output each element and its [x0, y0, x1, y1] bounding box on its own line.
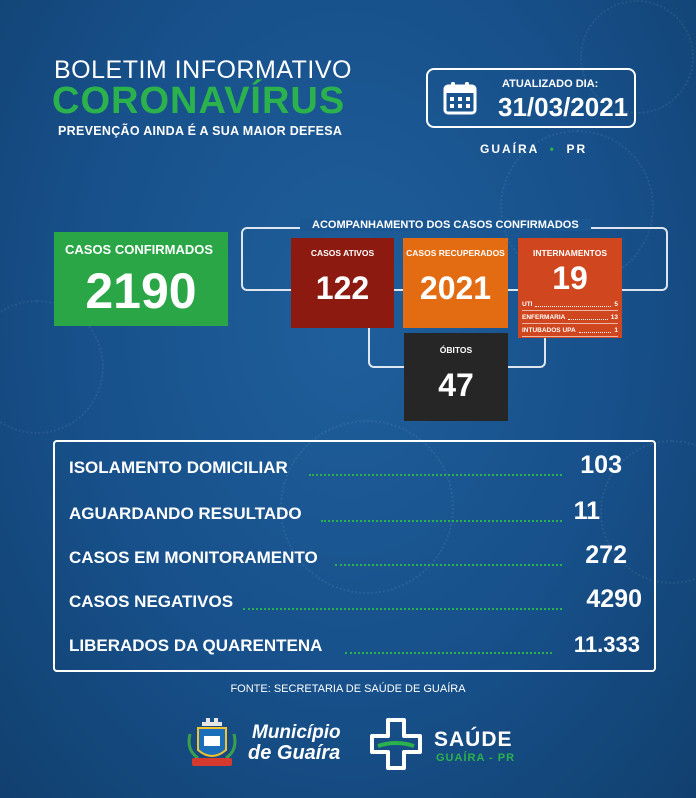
state-name: PR	[566, 142, 588, 156]
row-name: UTI	[522, 300, 533, 308]
separator-dot: •	[544, 142, 562, 156]
deaths-value: 47	[438, 367, 474, 403]
stat-label: LIBERADOS DA QUARENTENA	[69, 636, 323, 655]
confirmed-cases-value: 2190	[85, 263, 197, 319]
dot-leader	[568, 314, 607, 320]
stat-value: 11.333	[573, 632, 640, 657]
deaths-card	[404, 333, 508, 421]
municipio-logo-line1: Município	[252, 722, 341, 743]
row-name: INTUBADOS UPA	[522, 326, 576, 334]
dot-leader	[535, 301, 611, 307]
active-cases-value: 122	[315, 270, 370, 306]
stat-label: AGUARDANDO RESULTADO	[69, 504, 302, 523]
stat-value: 4290	[586, 585, 642, 613]
health-cross-icon	[368, 716, 424, 772]
row-value: 1	[614, 326, 618, 334]
stat-row-monitoramento	[69, 542, 642, 572]
stat-row-negativos	[69, 586, 642, 616]
update-label: ATUALIZADO DIA:	[502, 78, 599, 90]
stats-panel	[53, 440, 656, 672]
bulletin-title: BOLETIM INFORMATIVO	[54, 56, 352, 84]
prevention-subtitle: PREVENÇÃO AINDA É A SUA MAIOR DEFESA	[58, 124, 343, 138]
dot-leader	[309, 474, 562, 476]
update-date: 31/03/2021	[498, 92, 629, 122]
dot-leader	[579, 327, 612, 333]
stat-value: 11	[573, 497, 600, 525]
row-value: 5	[614, 300, 618, 308]
confirmed-cases-box	[54, 232, 228, 326]
city-label	[480, 142, 587, 156]
stat-value: 272	[585, 541, 627, 569]
stat-row-isolamento	[69, 452, 642, 482]
stat-row-liberados	[69, 630, 642, 660]
hospitalized-value: 19	[552, 260, 588, 296]
dot-leader	[243, 608, 562, 610]
saude-logo-line2: GUAÍRA - PR	[436, 752, 516, 764]
row-value: 13	[610, 313, 618, 321]
active-cases-card	[291, 238, 394, 328]
hospitalized-row-intubados	[522, 324, 618, 337]
municipio-logo-line2: de Guaíra	[248, 742, 341, 764]
source-note: FONTE: SECRETARIA DE SAÚDE DE GUAÍRA	[230, 683, 466, 695]
dot-leader	[345, 652, 552, 654]
row-name: ENFERMARIA	[522, 313, 566, 321]
saude-logo-line1: SAÚDE	[434, 728, 513, 751]
update-date-box	[426, 68, 636, 128]
stat-row-aguardando	[69, 498, 642, 528]
stat-label: CASOS NEGATIVOS	[69, 592, 234, 611]
recovered-cases-card	[403, 238, 508, 328]
dot-leader	[335, 564, 562, 566]
stat-label: CASOS EM MONITORAMENTO	[69, 548, 318, 567]
stat-label: ISOLAMENTO DOMICILIAR	[69, 458, 288, 477]
hospitalized-card	[518, 238, 622, 338]
hospitalized-row-enfermaria	[522, 311, 618, 324]
stat-value: 103	[580, 451, 622, 479]
deaths-label: ÓBITOS	[439, 345, 473, 355]
tracking-title: ACOMPANHAMENTO DOS CASOS CONFIRMADOS	[300, 219, 591, 231]
confirmed-cases-label: CASOS CONFIRMADOS	[65, 242, 214, 257]
coronavirus-title: CORONAVÍRUS	[52, 80, 346, 122]
municipal-coat-of-arms-icon	[184, 716, 240, 770]
dot-leader	[321, 520, 562, 522]
recovered-cases-label: CASOS RECUPERADOS	[406, 248, 505, 258]
hospitalized-label: INTERNAMENTOS	[533, 248, 607, 258]
hospitalized-row-uti	[522, 298, 618, 311]
active-cases-label: CASOS ATIVOS	[310, 248, 375, 258]
calendar-icon	[442, 80, 478, 116]
city-name: GUAÍRA	[480, 142, 539, 156]
recovered-cases-value: 2021	[419, 270, 492, 306]
